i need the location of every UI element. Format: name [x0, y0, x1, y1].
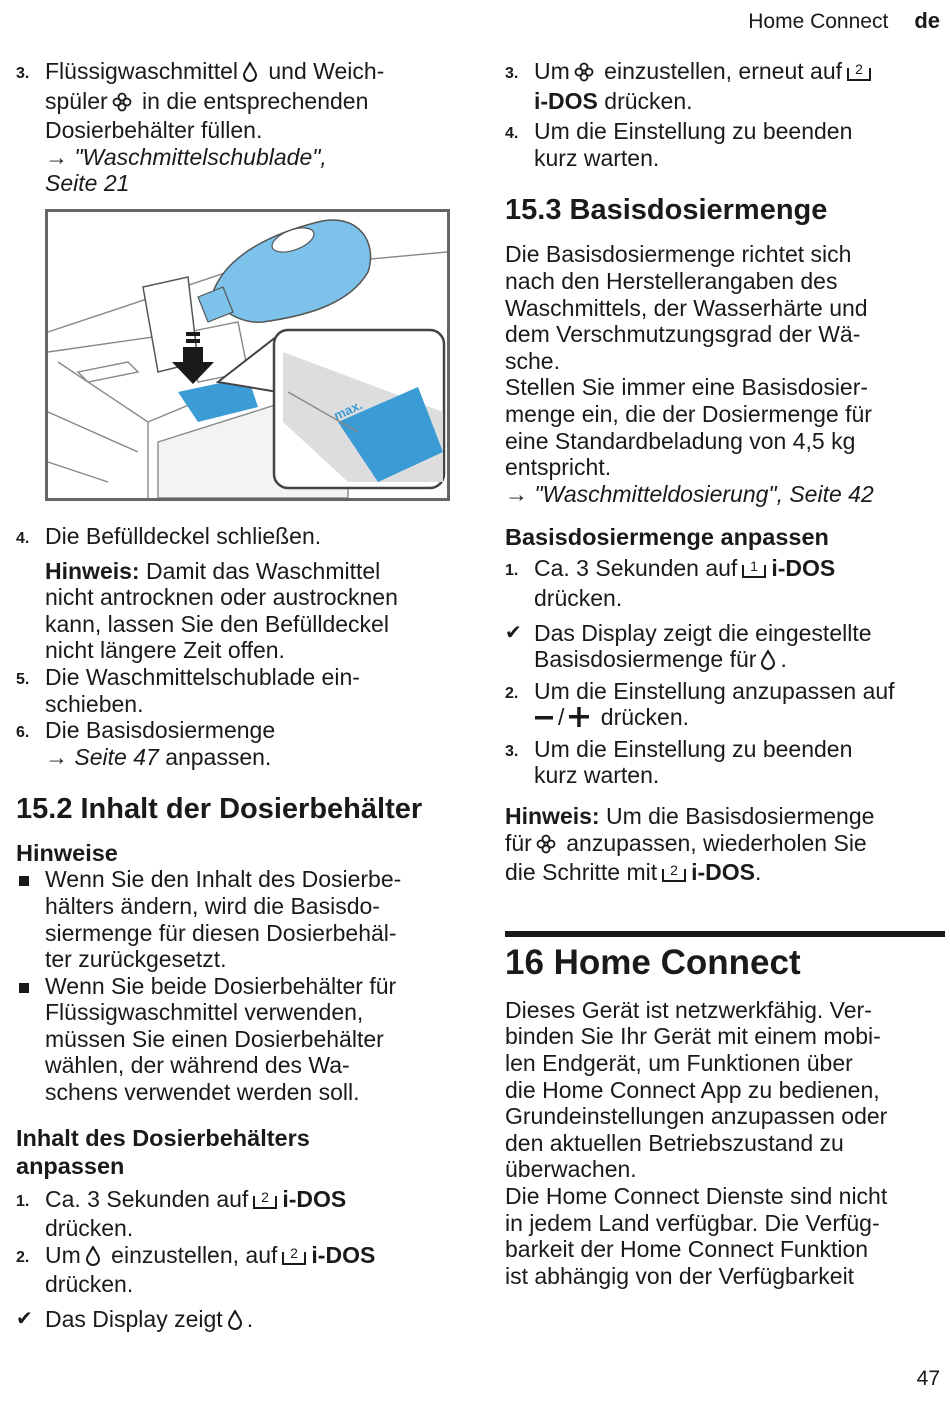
- subheading-basis-adjust: Basisdosiermenge anpassen: [505, 524, 829, 551]
- text: Um die Einstellung zu beenden: [534, 118, 853, 145]
- text: drücken.: [600, 704, 689, 731]
- text: eine Standardbeladung von 4,5 kg: [505, 427, 856, 454]
- text: nicht längere Zeit offen.: [45, 637, 285, 664]
- chapter-heading-16: 16 Home Connect: [505, 942, 801, 982]
- text: nicht antrocknen oder austrocknen: [45, 584, 398, 611]
- key-label: i-DOS: [771, 555, 836, 582]
- subheading-hinweise: Hinweise: [16, 840, 118, 867]
- text: menge ein, die der Dosiermenge für: [505, 400, 872, 427]
- chapter-divider: [505, 931, 945, 937]
- button-2-icon: [252, 1188, 278, 1216]
- running-header: [748, 8, 940, 34]
- step-number: 3.: [505, 65, 519, 82]
- right-column: [505, 58, 945, 1289]
- text: Um die Einstellung zu beenden: [534, 735, 853, 762]
- plus-icon: [568, 706, 590, 734]
- text: Um: [45, 1241, 81, 1268]
- text: in die entsprechenden: [142, 87, 369, 114]
- key-label: i-DOS: [691, 859, 755, 886]
- text: Wenn Sie beide Dosierbehälter für: [45, 972, 397, 999]
- cross-reference-page[interactable]: Seite 21: [45, 170, 130, 197]
- minus-icon: [534, 707, 554, 734]
- text: sche.: [505, 347, 560, 374]
- header-language: de: [914, 8, 940, 33]
- text: drücken.: [45, 1215, 134, 1242]
- text: Flüssigwaschmittel verwenden,: [45, 999, 364, 1026]
- text: die Home Connect App zu bedienen,: [505, 1076, 880, 1103]
- step-3-set-softener: [505, 58, 945, 114]
- check-icon: ✔: [505, 621, 522, 644]
- text: Das Display zeigt die eingestellte: [534, 619, 872, 646]
- text: .: [780, 646, 787, 673]
- softener-flower-icon: [574, 61, 594, 88]
- text: in jedem Land verfügbar. Die Verfüg-: [505, 1209, 880, 1236]
- text: Waschmittels, der Wasserhärte und: [505, 294, 868, 321]
- text: binden Sie Ihr Gerät mit einem mobi-: [505, 1023, 881, 1050]
- text: /: [558, 704, 565, 731]
- detergent-bottle: [198, 220, 371, 322]
- text: hälters ändern, wird die Basisdo-: [45, 892, 380, 919]
- text: für: [505, 829, 532, 856]
- cross-reference[interactable]: → "Waschmitteldosierung", Seite 42: [505, 480, 874, 507]
- text: wählen, der während des Wa-: [45, 1052, 350, 1079]
- liquid-detergent-icon: [227, 1309, 243, 1336]
- note-label: Hinweis:: [45, 557, 140, 584]
- subheading-container-content: [16, 1124, 456, 1180]
- key-label: i-DOS: [311, 1241, 376, 1268]
- badge-number: 2: [670, 862, 679, 879]
- text: Die Waschmittelschublade ein-: [45, 663, 360, 690]
- text: Die Basisdosiermenge richtet sich: [505, 241, 852, 268]
- step-number: 1.: [505, 562, 519, 580]
- button-2-icon: [281, 1244, 307, 1272]
- text: schens verwendet werden soll.: [45, 1079, 360, 1106]
- text: Wenn Sie den Inhalt des Dosierbe-: [45, 866, 402, 893]
- step-5-insert: [16, 664, 456, 717]
- text: Das Display zeigt: [45, 1306, 223, 1333]
- text: anpassen.: [165, 743, 272, 770]
- step-4-wait: [505, 118, 945, 171]
- text: drücken.: [604, 87, 693, 114]
- text: und Weich-: [268, 58, 385, 84]
- step-2-adjust: [505, 678, 945, 734]
- step-number: 2.: [16, 1248, 30, 1266]
- text: kurz warten.: [534, 144, 660, 171]
- text: Um die Basisdosiermenge: [605, 803, 875, 830]
- step-number: 1.: [16, 1192, 30, 1210]
- step-number: 3.: [505, 742, 519, 760]
- paragraph-home-connect: [505, 997, 945, 1290]
- left-column: [16, 58, 456, 1336]
- page-number: 47: [916, 1367, 940, 1390]
- step-2-select-liquid: [16, 1242, 456, 1298]
- text: einzustellen, erneut auf: [604, 58, 842, 84]
- bullet-square: [19, 983, 29, 993]
- cross-reference[interactable]: → Seite 47: [45, 743, 159, 770]
- text: anzupassen, wiederholen Sie: [566, 829, 867, 856]
- text: siermenge für diesen Dosierbehäl-: [45, 919, 397, 946]
- text: entspricht.: [505, 454, 612, 481]
- text: den aktuellen Betriebszustand zu: [505, 1129, 844, 1156]
- text: Um die Einstellung anzupassen auf: [534, 677, 895, 704]
- step-3-wait: [505, 736, 945, 789]
- badge-number: 2: [290, 1244, 299, 1261]
- text: .: [755, 859, 762, 886]
- text: ter zurückgesetzt.: [45, 946, 227, 973]
- softener-flower-icon: [536, 833, 556, 860]
- text: ist abhängig von der Verfügbarkeit: [505, 1262, 855, 1289]
- text: Basisdosiermenge für: [534, 646, 757, 673]
- cross-reference[interactable]: → "Waschmittelschublade",: [45, 143, 327, 170]
- button-1-icon: [741, 557, 767, 585]
- text: Stellen Sie immer eine Basisdosier-: [505, 374, 869, 401]
- note-label: Hinweis:: [505, 803, 600, 830]
- badge-number: 2: [261, 1188, 270, 1205]
- step-number: 3.: [16, 65, 30, 82]
- step-number: 4.: [505, 125, 519, 143]
- step-number: 6.: [16, 724, 30, 742]
- text: überwachen.: [505, 1156, 637, 1183]
- max-fill-label: max.: [331, 397, 365, 424]
- text: dem Verschmutzungsgrad der Wä-: [505, 321, 861, 348]
- badge-number: 2: [855, 61, 863, 77]
- step-number: 4.: [16, 529, 30, 547]
- header-section: Home Connect: [748, 10, 889, 33]
- bullet-square: [19, 876, 29, 886]
- text: len Endgerät, um Funktionen über: [505, 1050, 853, 1077]
- text: drücken.: [45, 1271, 134, 1298]
- text: einzustellen, auf: [111, 1241, 278, 1268]
- text: Ca. 3 Sekunden auf: [45, 1185, 249, 1212]
- text: kurz warten.: [534, 762, 660, 789]
- text: die Schritte mit: [505, 859, 658, 886]
- liquid-detergent-icon: [242, 61, 258, 88]
- step-1-press-idos: [505, 555, 945, 611]
- text: Dieses Gerät ist netzwerkfähig. Ver-: [505, 996, 872, 1023]
- note-repeat-softener: [505, 803, 945, 889]
- text: schieben.: [45, 690, 144, 717]
- result-display-shows: [16, 1306, 456, 1336]
- section-heading-15-2: 15.2 Inhalt der Dosierbehälter: [16, 793, 423, 826]
- text: Inhalt des Dosierbehälters: [16, 1124, 310, 1151]
- step-6-adjust: [16, 717, 456, 770]
- text: anpassen: [16, 1152, 125, 1179]
- text: Damit das Waschmittel: [145, 557, 381, 584]
- text: Grundeinstellungen anzupassen oder: [505, 1103, 888, 1130]
- key-label: i-DOS: [534, 87, 598, 114]
- section-heading-15-3: 15.3 Basisdosiermenge: [505, 194, 828, 227]
- bullet-item: [16, 866, 456, 972]
- text: Die Befülldeckel schließen.: [45, 522, 322, 549]
- bullet-item: [16, 973, 456, 1106]
- detergent-drawer-illustration: [45, 209, 450, 501]
- result-display-basis: [505, 620, 945, 676]
- text: spüler: [45, 87, 108, 114]
- text: Ca. 3 Sekunden auf: [534, 555, 738, 582]
- text: drücken.: [534, 584, 623, 611]
- button-2-icon: [661, 861, 687, 889]
- text: Die Basisdosiermenge: [45, 717, 276, 744]
- button-2-icon: [846, 60, 872, 88]
- text: Flüssigwaschmittel: [45, 58, 238, 84]
- text: nach den Herstellerangaben des: [505, 267, 838, 294]
- badge-number: 1: [750, 558, 759, 575]
- key-label: i-DOS: [282, 1185, 347, 1212]
- step-1-press-idos: [16, 1186, 456, 1242]
- step-3-fill: [16, 58, 456, 197]
- text: Die Home Connect Dienste sind nicht: [505, 1183, 888, 1209]
- check-icon: ✔: [16, 1308, 33, 1331]
- liquid-detergent-icon: [760, 649, 776, 676]
- step-4-close: [16, 523, 456, 550]
- step-number: 5.: [16, 670, 30, 688]
- text: müssen Sie einen Dosierbehälter: [45, 1025, 384, 1052]
- text: Um: [534, 58, 570, 84]
- text: kann, lassen Sie den Befülldeckel: [45, 610, 389, 637]
- paragraph-basis: [505, 241, 945, 507]
- liquid-detergent-icon: [85, 1245, 101, 1272]
- step-number: 2.: [505, 684, 519, 702]
- text: barkeit der Home Connect Funktion: [505, 1236, 869, 1263]
- note-drying: [16, 558, 456, 664]
- softener-flower-icon: [112, 91, 132, 118]
- text: .: [246, 1306, 254, 1333]
- text: Dosierbehälter füllen.: [45, 117, 263, 144]
